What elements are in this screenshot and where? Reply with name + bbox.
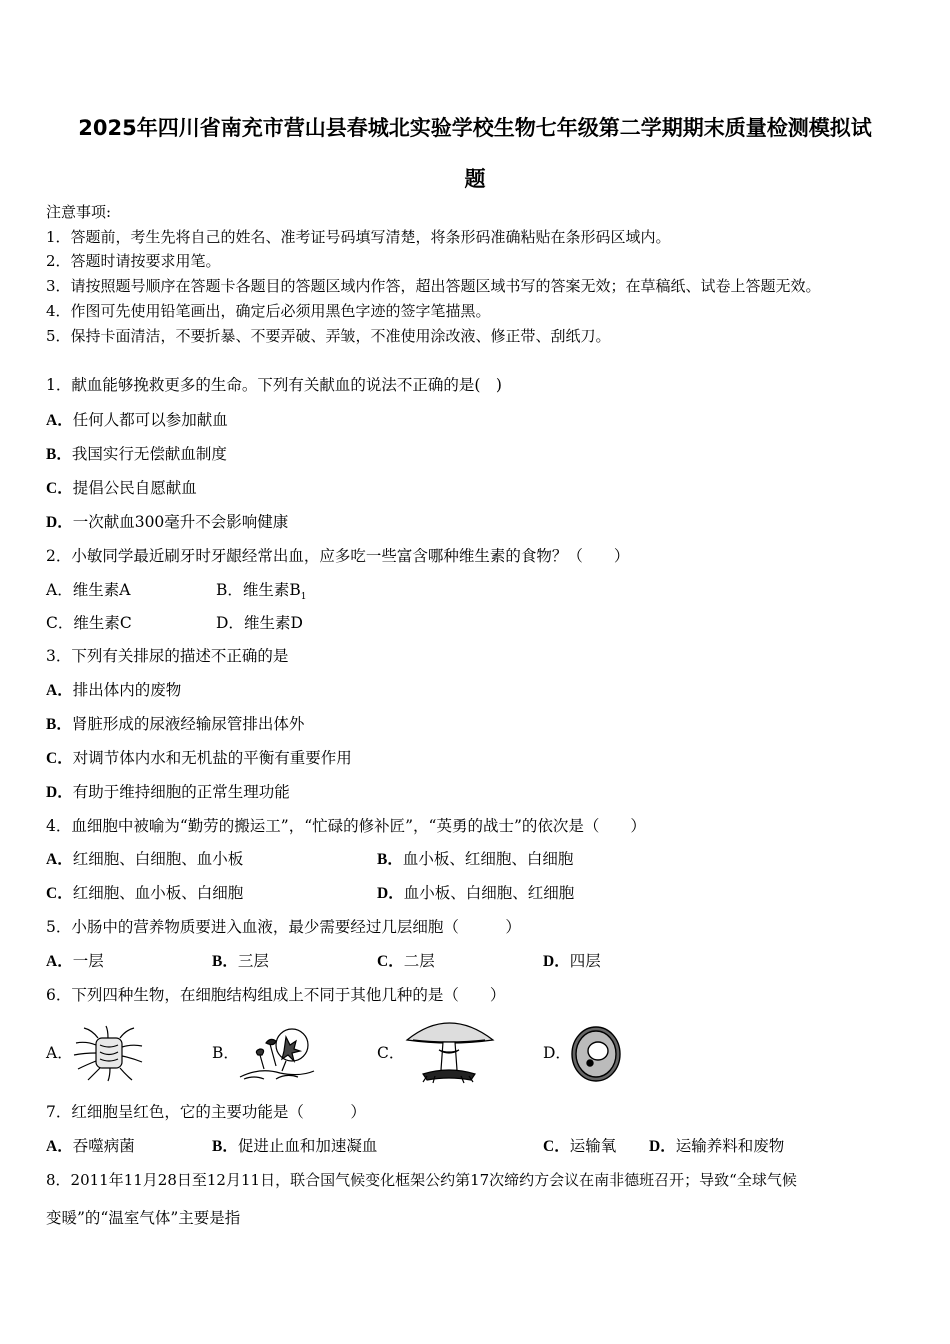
yeast-cell-icon <box>568 1025 624 1083</box>
question-6-stem: 6．下列四种生物，在细胞结构组成上不同于其他几种的是（ ） <box>46 986 506 1004</box>
question-3-option-d: D．有助于维持细胞的正常生理功能 <box>46 783 290 801</box>
question-1-option-a: A．任何人都可以参加献血 <box>46 411 228 429</box>
question-5-option-a: A．一层 <box>46 952 104 970</box>
question-3-stem: 3．下列有关排尿的描述不正确的是 <box>46 647 289 665</box>
question-5-option-d: D．四层 <box>543 952 601 970</box>
notice-heading: 注意事项: <box>46 203 112 221</box>
notice-item: 5．保持卡面清洁，不要折暴、不要弄破、弄皱，不准使用涂改液、修正带、刮纸刀。 <box>46 327 611 345</box>
question-7-option-b: B．促进止血和加速凝血 <box>212 1137 378 1155</box>
question-1-option-c: C．提倡公民自愿献血 <box>46 479 197 497</box>
question-6-option-a-label: A． <box>46 1044 73 1062</box>
question-3-option-b: B．肾脏形成的尿液经输尿管排出体外 <box>46 715 305 733</box>
notice-item: 3．请按照题号顺序在答题卡各题目的答题区域内作答，超出答题区域书写的答案无效；在草稿纸、试卷上答题无效。 <box>46 277 821 295</box>
question-2-option-b: B．维生素$B_1$ <box>216 581 307 603</box>
question-7-option-a: A．吞噬病菌 <box>46 1137 135 1155</box>
question-2-option-d: D．维生素D <box>216 614 303 632</box>
question-6-option-c-label: C． <box>377 1044 405 1062</box>
question-5-option-b: B．三层 <box>212 952 269 970</box>
mold-icon <box>236 1025 318 1083</box>
question-4-stem: 4．血细胞中被喻为“勤劳的搬运工”，“忙碌的修补匠”，“英勇的战士”的依次是（ ） <box>46 817 646 835</box>
notice-item: 1．答题前，考生先将自己的姓名、准考证号码填写清楚，将条形码准确粘贴在条形码区域内。 <box>46 228 671 246</box>
question-2-stem: 2．小敏同学最近刷牙时牙龈经常出血，应多吃一些富含哪种维生素的食物？（ ） <box>46 547 630 565</box>
question-4-option-b: B．血小板、红细胞、白细胞 <box>377 850 574 868</box>
question-6-option-b-label: B． <box>212 1044 239 1062</box>
question-4-option-d: D．血小板、白细胞、红细胞 <box>377 884 575 902</box>
question-7-stem: 7．红细胞呈红色，它的主要功能是（ ） <box>46 1103 366 1121</box>
question-2-option-a: A．维生素A <box>46 581 131 599</box>
question-4-option-c: C．红细胞、血小板、白细胞 <box>46 884 244 902</box>
question-5-stem: 5．小肠中的营养物质要进入血液，最少需要经过几层细胞（ ） <box>46 918 521 936</box>
bacterium-icon <box>72 1025 146 1083</box>
page-title-continued: 题 <box>464 167 486 191</box>
question-7-option-d: D．运输养料和废物 <box>649 1137 785 1155</box>
question-8-stem: 8．2011年11月28日至12月11日，联合国气候变化框架公约第17次缔约方会议在南非德班召开；导致“全球气候 <box>46 1171 797 1189</box>
question-3-option-c: C．对调节体内水和无机盐的平衡有重要作用 <box>46 749 352 767</box>
question-2-option-c: C．维生素C <box>46 614 132 632</box>
question-1-option-d: D．一次献血300毫升不会影响健康 <box>46 513 289 531</box>
question-7-option-c: C．运输氧 <box>543 1137 617 1155</box>
question-3-option-a: A．排出体内的废物 <box>46 681 182 699</box>
question-1-option-b: B．我国实行无偿献血制度 <box>46 445 227 463</box>
question-4-option-a: A．红细胞、白细胞、血小板 <box>46 850 244 868</box>
notice-item: 4．作图可先使用铅笔画出，确定后必须用黑色字迹的签字笔描黑。 <box>46 302 491 320</box>
question-8-stem-continued: 变暖”的“温室气体”主要是指 <box>46 1209 241 1227</box>
question-6-option-d-label: D． <box>543 1044 571 1062</box>
mushroom-icon <box>403 1014 495 1084</box>
page-title: 2025年四川省南充市营山县春城北实验学校生物七年级第二学期期末质量检测模拟试 <box>78 116 872 140</box>
notice-item: 2．答题时请按要求用笔。 <box>46 252 221 270</box>
question-1-stem: 1．献血能够挽救更多的生命。下列有关献血的说法不正确的是( ) <box>46 376 502 394</box>
question-5-option-c: C．二层 <box>377 952 435 970</box>
